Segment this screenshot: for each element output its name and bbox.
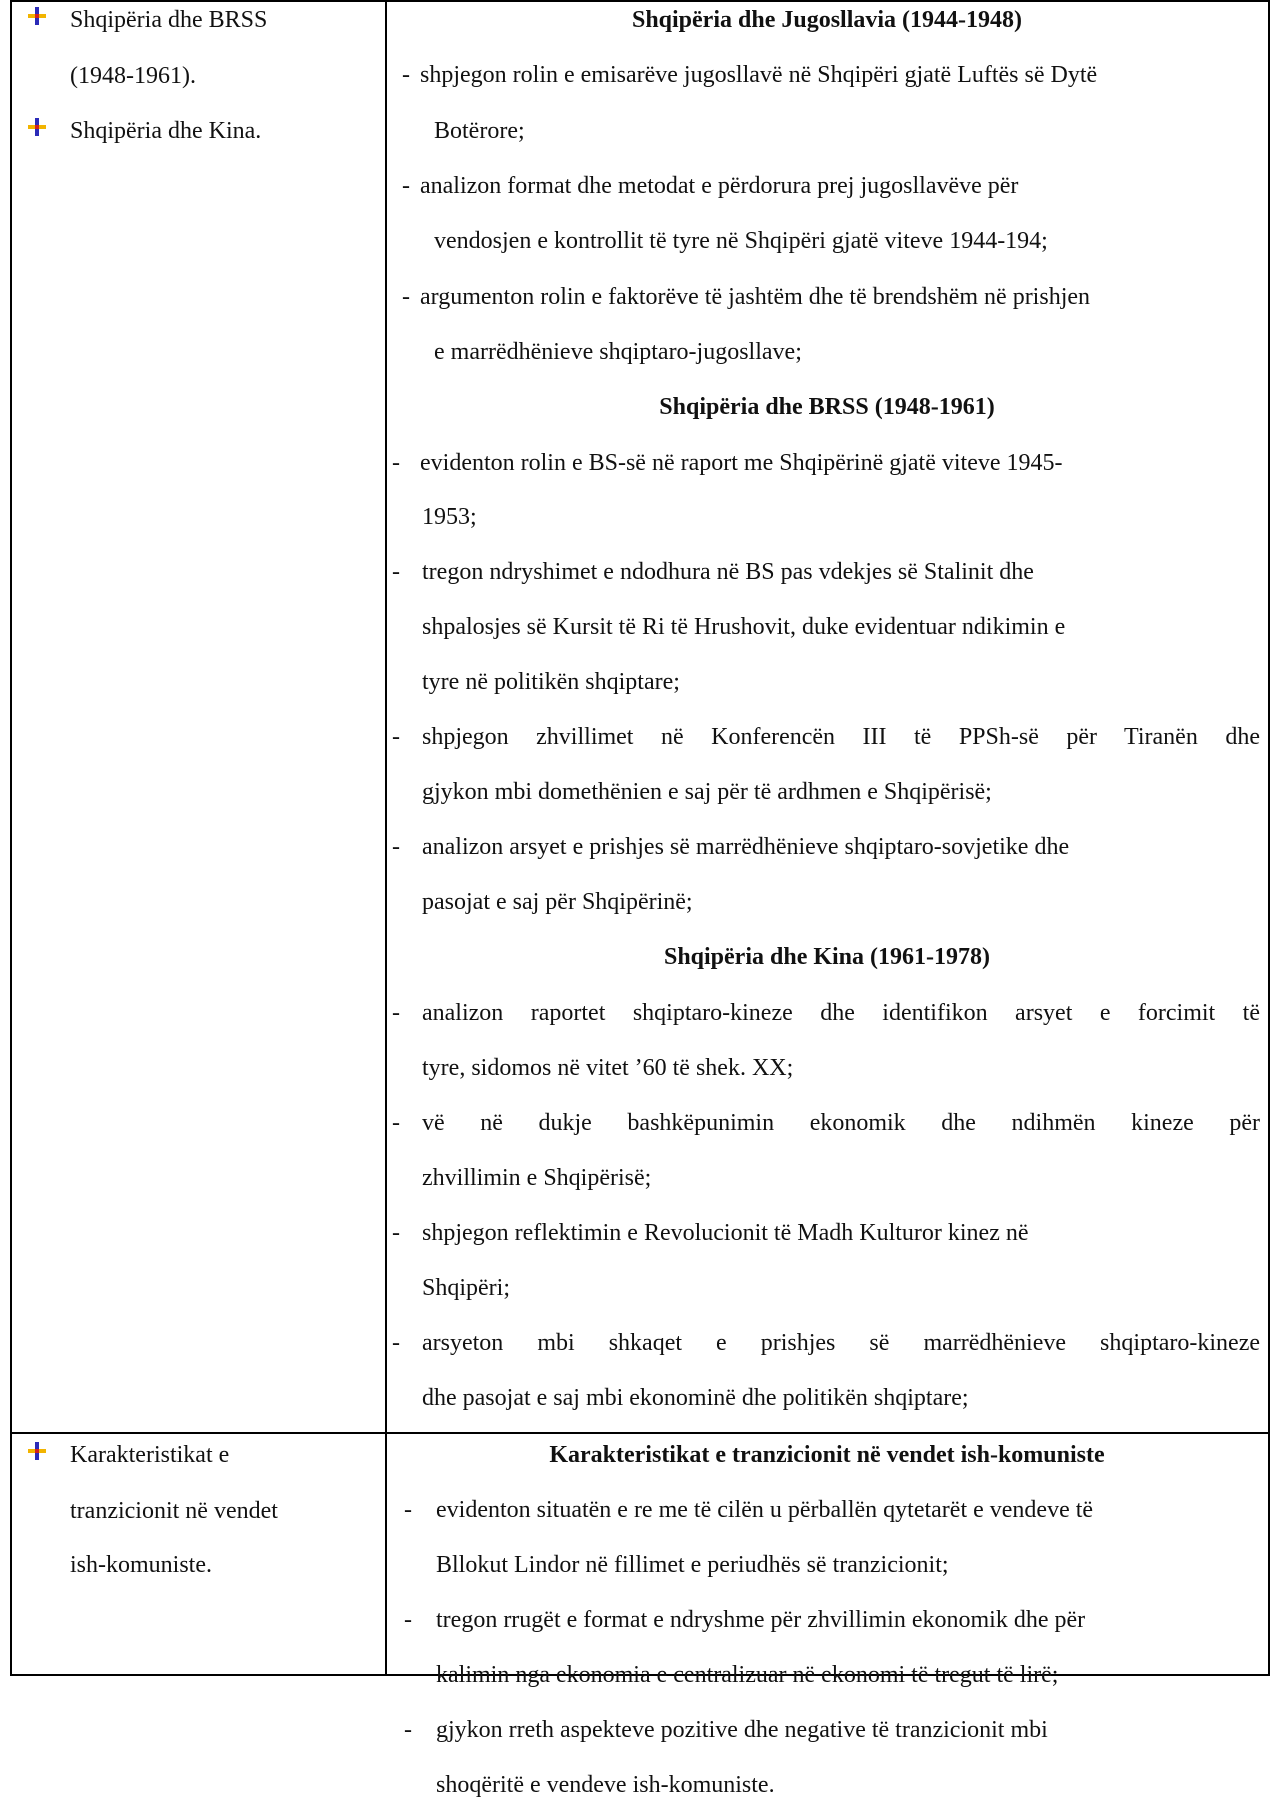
outcome-line: analizon arsyet e prishjes së marrëdhënieve shqiptaro-sovjetike dhe (422, 834, 1070, 860)
outcome-line: argumenton rolin e faktorëve të jashtëm dhe të brendshëm në prishjen (420, 284, 1091, 310)
outcome-line: pasojat e saj për Shqipërinë; (422, 889, 693, 915)
dash-marker: - (392, 724, 400, 750)
table-border-top (10, 0, 1270, 2)
dash-marker: - (404, 1607, 412, 1633)
outcome-line: vendosjen e kontrollit të tyre në Shqipëri gjatë viteve 1944-194; (434, 228, 1048, 254)
table-row-divider (10, 1432, 1270, 1434)
section-heading-brss: Shqipëria dhe BRSS (1948-1961) (659, 394, 995, 420)
dash-marker: - (402, 284, 410, 310)
outcome-line: tregon ndryshimet e ndodhura në BS pas vdekjes së Stalinit dhe (422, 559, 1034, 585)
outcome-line: analizon raportet shqiptaro-kineze dhe identifikon arsyet e forcimit të (422, 1000, 1260, 1026)
dash-marker: - (392, 1000, 400, 1026)
dash-marker: - (402, 62, 410, 88)
section-heading-kina: Shqipëria dhe Kina (1961-1978) (663, 944, 991, 970)
outcome-line: Bllokut Lindor në fillimet e periudhës së tranzicionit; (436, 1552, 949, 1578)
section-heading-tranzicioni: Karakteristikat e tranzicionit në vendet ish-komuniste (549, 1442, 1105, 1468)
dash-marker: - (392, 1220, 400, 1246)
outcome-line: analizon format dhe metodat e përdorura prej jugosllavëve për (420, 173, 1019, 199)
outcome-line: zhvillimin e Shqipërisë; (422, 1165, 652, 1191)
dash-marker: - (392, 1330, 400, 1356)
outcome-line: tyre, sidomos në vitet ’60 të shek. XX; (422, 1055, 794, 1081)
outcome-line: evidenton situatën e re me të cilën u përballën qytetarët e vendeve të (436, 1497, 1094, 1523)
outcome-line: 1953; (422, 504, 477, 530)
outcome-line: arsyeton mbi shkaqet e prishjes së marrëdhënieve shqiptaro-kineze (422, 1330, 1260, 1356)
outcome-line: dhe pasojat e saj mbi ekonominë dhe politikën shqiptare; (422, 1385, 969, 1411)
outcome-line: tyre në politikën shqiptare; (422, 669, 680, 695)
arrow-bullet-icon (27, 6, 47, 26)
outcome-line: e marrëdhënieve shqiptaro-jugosllave; (434, 339, 802, 365)
dash-marker: - (402, 173, 410, 199)
outcome-line: evidenton rolin e BS-së në raport me Shqipërinë gjatë viteve 1945- (420, 450, 1063, 476)
outcome-line: Shqipëri; (422, 1275, 510, 1301)
left-topic-2-line1: Shqipëria dhe Kina. (70, 118, 262, 144)
table-border-left (10, 0, 12, 1676)
left-topic-1-line2: (1948-1961). (70, 63, 196, 89)
outcome-line: shoqëritë e vendeve ish-komuniste. (436, 1772, 775, 1798)
dash-marker: - (404, 1717, 412, 1743)
outcome-line: vë në dukje bashkëpunimin ekonomik dhe ndihmën kineze për (422, 1110, 1260, 1136)
left-topic-3-line1: Karakteristikat e (70, 1442, 230, 1468)
dash-marker: - (392, 834, 400, 860)
arrow-bullet-icon (27, 117, 47, 137)
outcome-line: kalimin nga ekonomia e centralizuar në ekonomi të tregut të lirë; (436, 1662, 1059, 1688)
outcome-line: Botërore; (434, 118, 525, 144)
outcome-line: shpalosjes së Kursit të Ri të Hrushovit, duke evidentuar ndikimin e (422, 614, 1066, 640)
outcome-line: gjykon rreth aspekteve pozitive dhe negative të tranzicionit mbi (436, 1717, 1048, 1743)
dash-marker: - (392, 450, 400, 476)
table-border-middle (385, 0, 387, 1676)
section-heading-jugosllavia: Shqipëria dhe Jugosllavia (1944-1948) (631, 7, 1023, 33)
outcome-line: shpjegon zhvillimet në Konferencën III të PPSh-së për Tiranën dhe (422, 724, 1260, 750)
left-topic-1-line1: Shqipëria dhe BRSS (70, 7, 268, 33)
left-topic-3-line2: tranzicionit në vendet (70, 1498, 278, 1524)
dash-marker: - (392, 1110, 400, 1136)
left-topic-3-line3: ish-komuniste. (70, 1552, 212, 1578)
arrow-bullet-icon (27, 1441, 47, 1461)
outcome-line: gjykon mbi domethënien e saj për të ardhmen e Shqipërisë; (422, 779, 992, 805)
outcome-line: tregon rrugët e format e ndryshme për zhvillimin ekonomik dhe për (436, 1607, 1086, 1633)
dash-marker: - (404, 1497, 412, 1523)
outcome-line: shpjegon rolin e emisarëve jugosllavë në Shqipëri gjatë Luftës së Dytë (420, 62, 1098, 88)
dash-marker: - (392, 559, 400, 585)
outcome-line: shpjegon reflektimin e Revolucionit të Madh Kulturor kinez në (422, 1220, 1029, 1246)
table-border-right (1268, 0, 1270, 1676)
